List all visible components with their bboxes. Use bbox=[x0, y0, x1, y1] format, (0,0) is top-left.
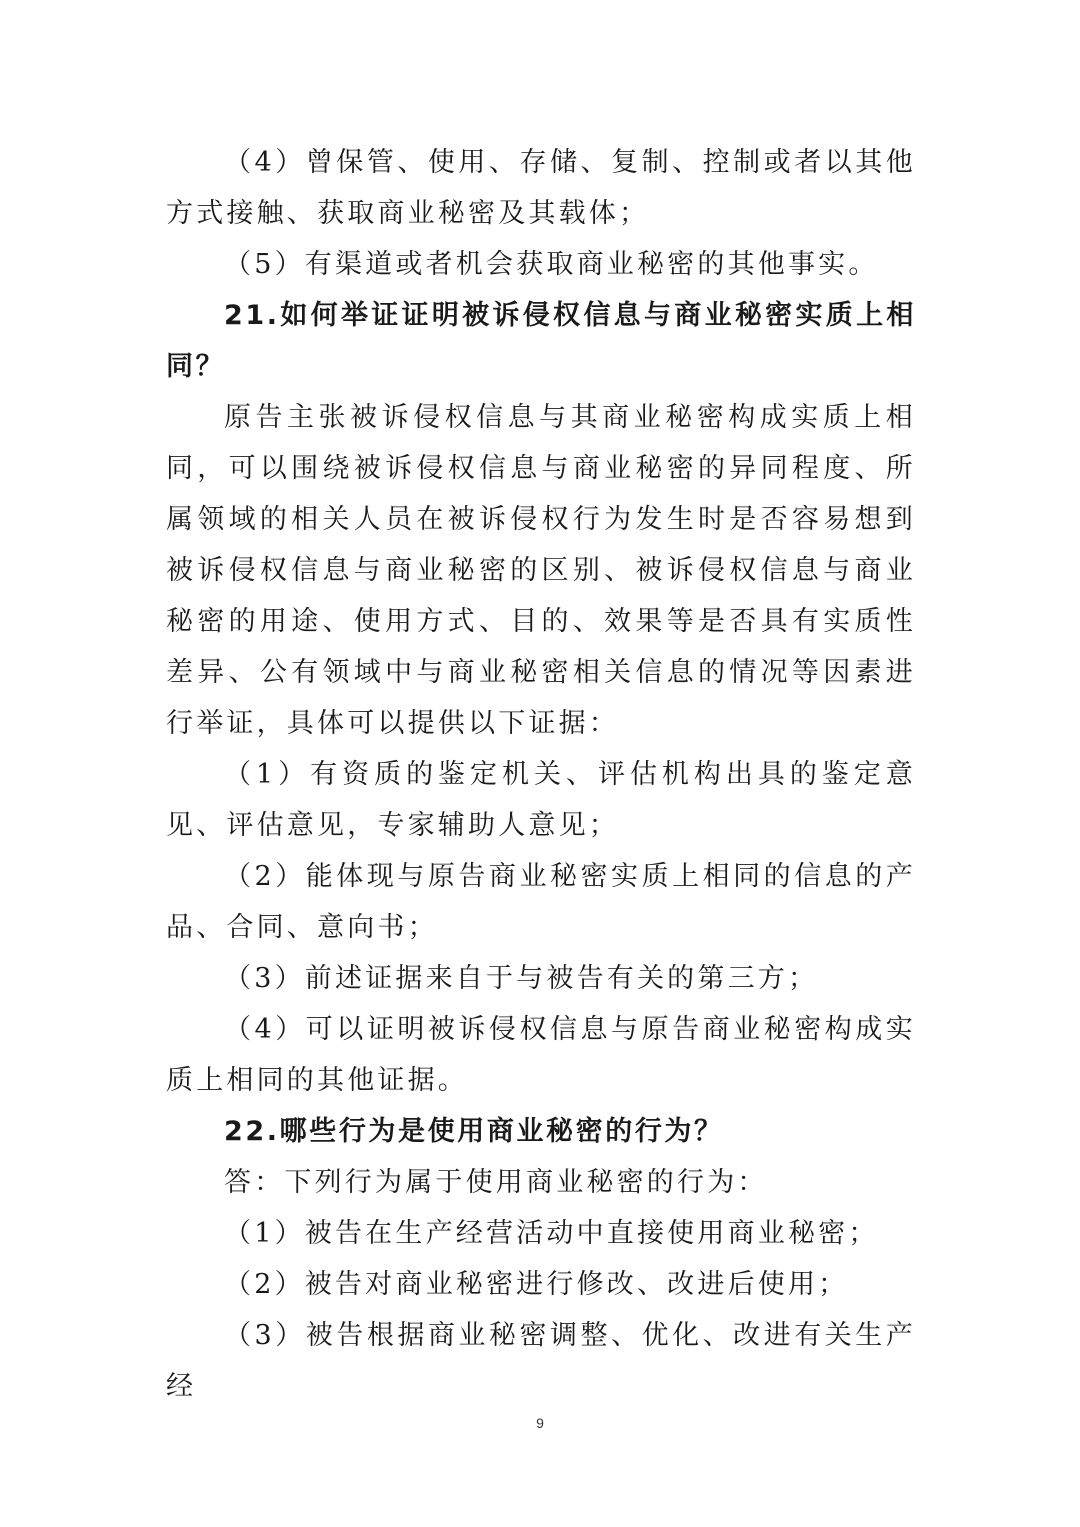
paragraph-item-5-channel: （5）有渠道或者机会获取商业秘密的其他事实。 bbox=[224, 249, 879, 280]
paragraph-use-2: （2）被告对商业秘密进行修改、改进后使用； bbox=[224, 1269, 849, 1300]
paragraph-item-4-contact: （4）曾保管、使用、存储、复制、控制或者以其他方式接触、获取商业秘密及其载体； bbox=[166, 147, 916, 229]
paragraph-use-1: （1）被告在生产经营活动中直接使用商业秘密； bbox=[224, 1218, 879, 1249]
paragraph-evidence-1: （1）有资质的鉴定机关、评估机构出具的鉴定意见、评估意见，专家辅助人意见； bbox=[166, 759, 916, 841]
heading-question-22: 22.哪些行为是使用商业秘密的行为？ bbox=[224, 1116, 724, 1147]
paragraph-answer-22: 答：下列行为属于使用商业秘密的行为： bbox=[224, 1167, 768, 1198]
paragraph-evidence-2: （2）能体现与原告商业秘密实质上相同的信息的产品、合同、意向书； bbox=[166, 861, 916, 943]
page-number: 9 bbox=[536, 1415, 544, 1431]
heading-question-21: 21.如何举证证明被诉侵权信息与商业秘密实质上相同？ bbox=[166, 300, 916, 382]
document-body bbox=[166, 137, 916, 1412]
paragraph-evidence-4: （4）可以证明被诉侵权信息与原告商业秘密构成实质上相同的其他证据。 bbox=[166, 1014, 916, 1096]
paragraph-evidence-3: （3）前述证据来自于与被告有关的第三方； bbox=[224, 963, 819, 994]
paragraph-use-3: （3）被告根据商业秘密调整、优化、改进有关生产经 bbox=[166, 1320, 916, 1402]
paragraph-answer-21: 原告主张被诉侵权信息与其商业秘密构成实质上相同，可以围绕被诉侵权信息与商业秘密的异同程度、所属领域的相关人员在被诉侵权行为发生时是否容易想到被诉侵权信息与商业秘密的区别、被诉侵权信息与商业秘密的用途、使用方式、目的、效果等是否具有实质性差异、公有领域中与商业秘密相关信息的情况等因素进行举证，具体可以提供以下证据： bbox=[166, 402, 916, 739]
